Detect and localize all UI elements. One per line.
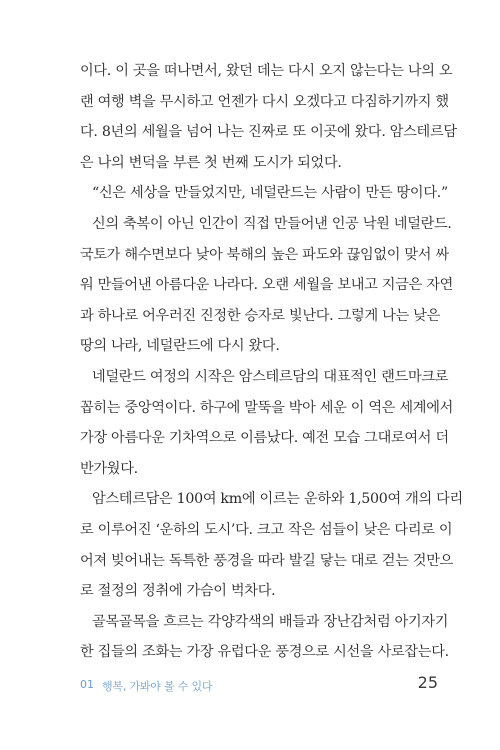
- text-line: 땅의 나라, 네덜란드에 다시 왔다.: [80, 338, 280, 355]
- text-line: 과 하나로 어우러진 진정한 승자로 빛난다. 그렇게 나는 낮은: [80, 307, 440, 324]
- quote-line: “신은 세상을 만들었지만, 네덜란드는 사람이 만든 땅이다.”: [92, 185, 448, 202]
- text-line: 다. 8년의 세월을 넘어 나는 진짜로 또 이곳에 왔다. 암스테르담: [80, 124, 457, 141]
- chapter-number: 01: [80, 678, 94, 691]
- text-line: 한 집들의 조화는 가장 유럽다운 풍경으로 시선을 사로잡는다.: [80, 644, 449, 661]
- text-line: 가장 아름다운 기차역으로 이름났다. 예전 모습 그대로여서 더: [80, 430, 449, 447]
- text-line: 국토가 해수면보다 낮아 북해의 높은 파도와 끊임없이 맞서 싸: [80, 246, 449, 263]
- text-line: 골목골목을 흐르는 각양각색의 배들과 장난감처럼 아기자기: [92, 613, 449, 630]
- body-text: [80, 56, 463, 668]
- text-line: 어져 빚어내는 독특한 풍경을 따라 발길 닿는 대로 걷는 것만으: [80, 552, 454, 569]
- text-line: 은 나의 변덕을 부른 첫 번째 도시가 되었다.: [80, 154, 342, 171]
- text-line: 워 만들어낸 아름다운 나라다. 오랜 세월을 보내고 지금은 자연: [80, 277, 454, 294]
- text-line: 암스테르담은 100여 km에 이르는 운하와 1,500여 개의 다리: [92, 491, 463, 508]
- text-line: 랜 여행 벽을 무시하고 언젠가 다시 오겠다고 다짐하기까지 했: [80, 93, 449, 110]
- text-line: 로 이루어진 ‘운하의 도시’다. 크고 작은 섬들이 낮은 다리로 이: [80, 521, 453, 538]
- text-line: 신의 축복이 아닌 인간이 직접 만들어낸 인공 낙원 네덜란드.: [92, 215, 452, 232]
- page-number: 25: [417, 673, 438, 692]
- text-line: 꼽히는 중앙역이다. 하구에 말뚝을 박아 세운 이 역은 세계에서: [80, 399, 454, 416]
- text-line: 반가웠다.: [80, 460, 138, 477]
- page-footer: [80, 673, 440, 693]
- text-line: 이다. 이 곳을 떠나면서, 왔던 데는 다시 오지 않는다는 나의 오: [80, 63, 453, 79]
- text-line: 로 절정의 정취에 가슴이 벅차다.: [80, 583, 276, 600]
- text-line: 네덜란드 여정의 시작은 암스테르담의 대표적인 랜드마크로: [92, 368, 449, 385]
- chapter-title: 행복, 가봐야 볼 수 있다: [102, 680, 213, 693]
